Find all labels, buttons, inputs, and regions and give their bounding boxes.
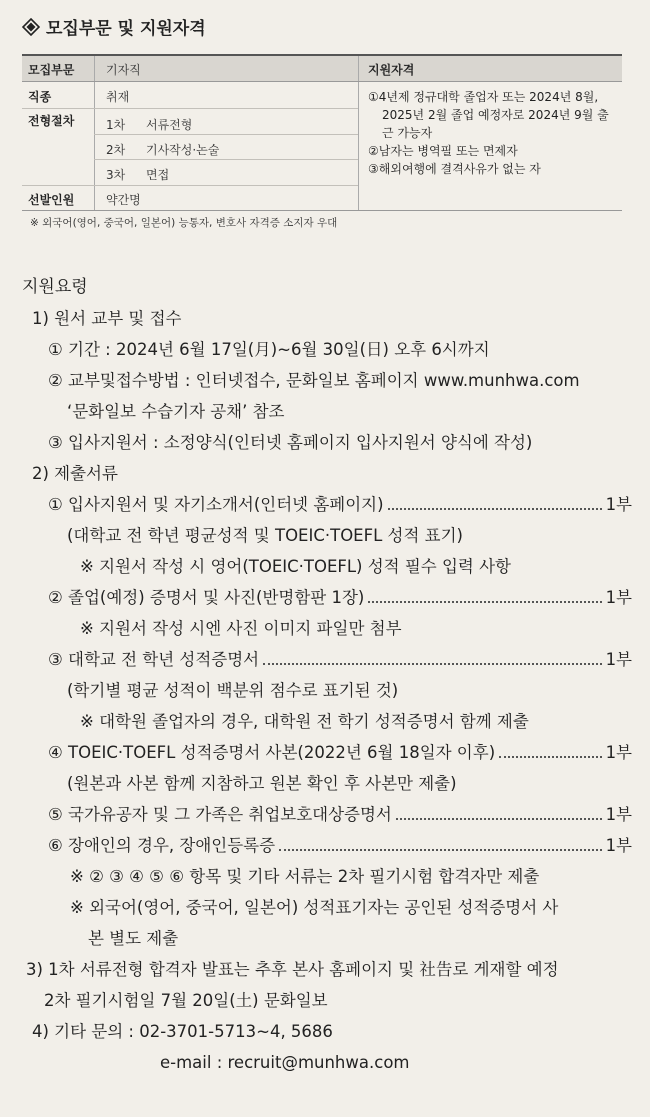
qualification-label: 지원자격	[368, 63, 415, 77]
process-step-name: 면접	[146, 168, 170, 182]
job-type-value: 취재	[106, 90, 130, 104]
section-title: 모집부문 및 지원자격	[46, 19, 206, 39]
process-step: 2차	[106, 143, 126, 157]
apply-method-reference: ‘문화일보 수습기자 공채’ 참조	[67, 402, 285, 421]
document-qty: 1부	[605, 836, 632, 855]
document-note: (학기별 평균 성적이 백분위 점수로 표기된 것)	[67, 681, 399, 700]
divider	[94, 82, 95, 210]
document-text: ③ 대학교 전 학년 성적증명서	[48, 650, 260, 669]
application-guide	[22, 272, 632, 1078]
section-3-line: 3) 1차 서류전형 합격자 발표는 추후 본사 홈페이지 및 社告로 게재할 예정	[26, 960, 559, 979]
document-note: ※ 대학원 졸업자의 경우, 대학원 전 학기 성적증명서 함께 제출	[80, 712, 529, 731]
document-text: ① 입사지원서 및 자기소개서(인터넷 홈페이지)	[48, 495, 384, 514]
document-qty: 1부	[605, 743, 632, 762]
process-step: 3차	[106, 168, 126, 182]
divider	[94, 134, 358, 135]
apply-period: ① 기간 : 2024년 6월 17일(月)~6월 30일(日) 오후 6시까지	[48, 340, 490, 359]
guide-title: 지원요령	[22, 277, 88, 297]
recruitment-table	[22, 54, 622, 211]
document-note: 본 별도 제출	[88, 929, 179, 948]
document-qty: 1부	[605, 805, 632, 824]
document-note: (원본과 사본 함께 지참하고 원본 확인 후 사본만 제출)	[67, 774, 457, 793]
dot-leader	[396, 818, 602, 820]
section-3-line: 2차 필기시험일 7월 20일(土) 문화일보	[44, 991, 328, 1010]
diamond-icon	[22, 18, 40, 36]
hires-label: 선발인원	[28, 193, 75, 207]
section-heading	[22, 14, 206, 39]
section-2-title: 2) 제출서류	[32, 464, 118, 483]
qualification-item: ①4년제 정규대학 졸업자 또는 2024년 8월, 2025년 2월 졸업 예정자로 2024년 9월 출근 가능자	[368, 90, 609, 140]
document-note: ※ 외국어(영어, 중국어, 일본어) 성적표기자는 공인된 성적증명서 사	[70, 898, 559, 917]
job-type-label: 직종	[28, 90, 52, 104]
divider	[22, 185, 358, 186]
application-form: ③ 입사지원서 : 소정양식(인터넷 홈페이지 입사지원서 양식에 작성)	[48, 433, 533, 452]
document-text: ④ TOEIC·TOEFL 성적증명서 사본(2022년 6월 18일자 이후)	[48, 743, 496, 762]
document-text: ② 졸업(예정) 증명서 및 사진(반명함판 1장)	[48, 588, 365, 607]
document-note: ※ ② ③ ④ ⑤ ⑥ 항목 및 기타 서류는 2차 필기시험 합격자만 제출	[70, 867, 540, 886]
document-item	[22, 489, 632, 520]
header-label: 모집부문	[28, 63, 75, 77]
process-step-name: 서류전형	[146, 118, 193, 132]
document-qty: 1부	[605, 495, 632, 514]
dot-leader	[368, 601, 601, 603]
document-item	[22, 582, 632, 613]
dot-leader	[279, 849, 602, 851]
document-note: (대학교 전 학년 평균성적 및 TOEIC·TOEFL 성적 표기)	[67, 526, 463, 545]
apply-method: ② 교부및접수방법 : 인터넷접수, 문화일보 홈페이지 www.munhwa.com	[48, 371, 580, 390]
document-qty: 1부	[605, 588, 632, 607]
section-1-title: 1) 원서 교부 및 접수	[32, 309, 182, 328]
document-note: ※ 지원서 작성 시 영어(TOEIC·TOEFL) 성적 필수 입력 사항	[80, 557, 511, 576]
header-value: 기자직	[106, 63, 141, 77]
document-item	[22, 737, 632, 768]
table-note: ※ 외국어(영어, 중국어, 일본어) 능통자, 변호사 자격증 소지자 우대	[30, 217, 338, 229]
divider	[94, 56, 95, 81]
dot-leader	[263, 663, 601, 665]
divider	[94, 159, 358, 160]
qualification-list	[368, 88, 620, 178]
document-item	[22, 799, 632, 830]
document-item	[22, 830, 632, 861]
process-step-name: 기사작성·논술	[146, 143, 220, 157]
contact-email: e-mail : recruit@munhwa.com	[160, 1053, 410, 1072]
qualification-item: ②남자는 병역필 또는 면제자	[368, 144, 518, 158]
hires-value: 약간명	[106, 193, 141, 207]
table-header	[22, 56, 622, 82]
process-label: 전형절차	[28, 114, 75, 128]
document-note: ※ 지원서 작성 시엔 사진 이미지 파일만 첨부	[80, 619, 402, 638]
document-text: ⑤ 국가유공자 및 그 가족은 취업보호대상증명서	[48, 805, 392, 824]
divider	[358, 56, 359, 81]
section-4-line: 4) 기타 문의 : 02-3701-5713~4, 5686	[32, 1022, 333, 1041]
document-item	[22, 644, 632, 675]
qualification-item: ③해외여행에 결격사유가 없는 자	[368, 162, 541, 176]
divider	[22, 108, 358, 109]
document-qty: 1부	[605, 650, 632, 669]
process-step: 1차	[106, 118, 126, 132]
dot-leader	[388, 508, 602, 510]
divider	[358, 82, 359, 210]
dot-leader	[499, 756, 601, 758]
document-text: ⑥ 장애인의 경우, 장애인등록증	[48, 836, 276, 855]
table-body	[22, 82, 622, 211]
